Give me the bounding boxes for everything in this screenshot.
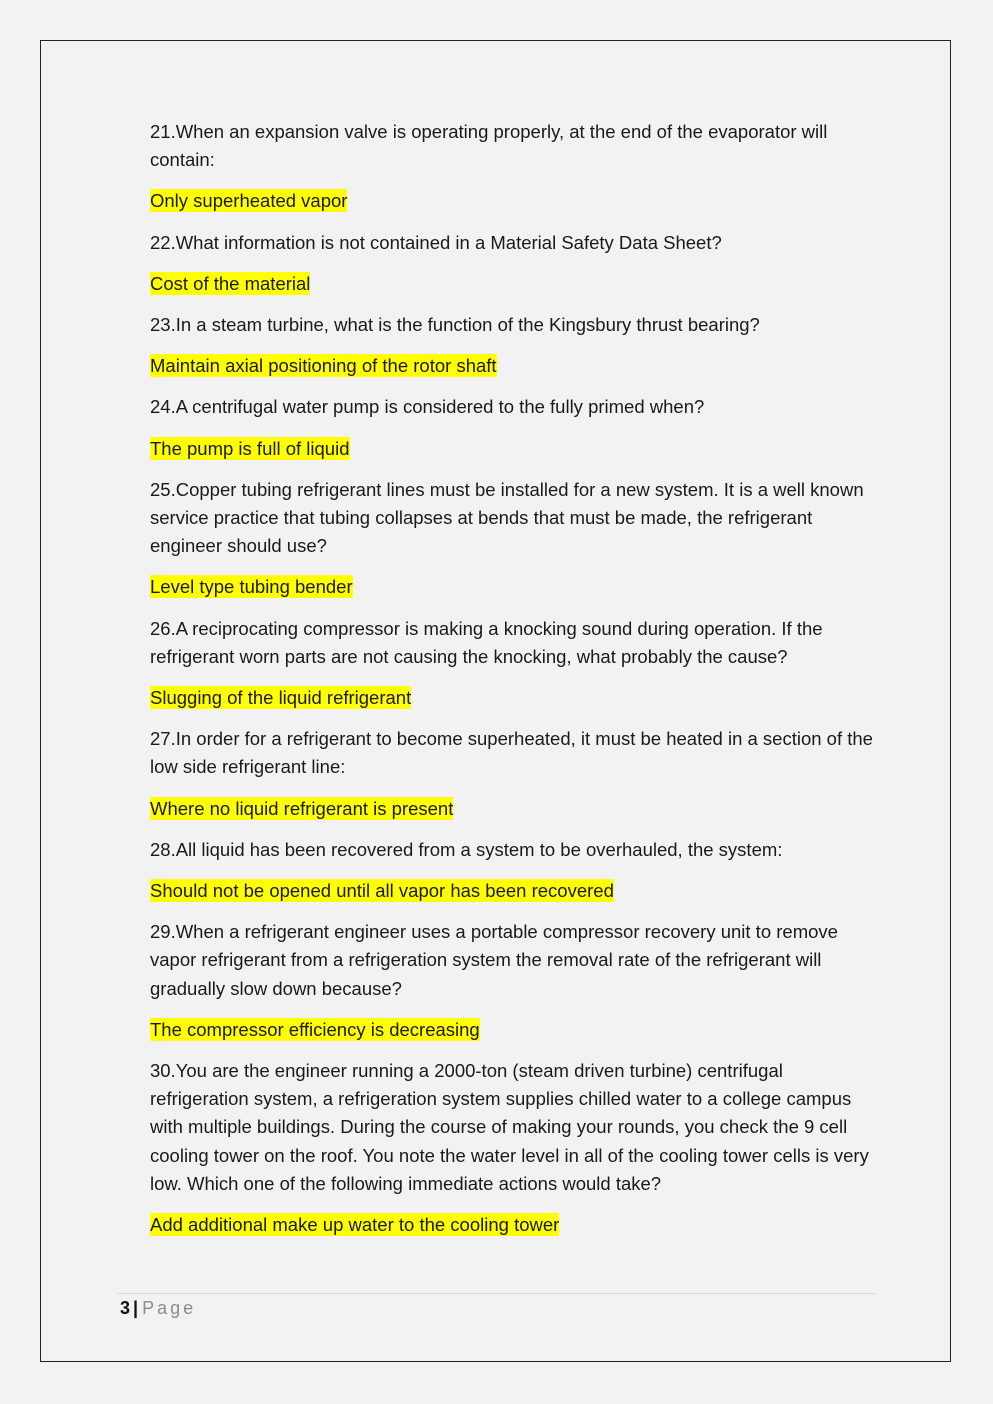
question-29: 29.When a refrigerant engineer uses a portable compressor recovery unit to remove vapor refrigerant from a refrigeration system the removal rate of the refrigerant will gradually slow down because? [150,921,838,999]
answer-28 [150,877,875,905]
answer-22 [150,270,875,298]
answer-highlight: Only superheated vapor [150,190,348,212]
page-number: 3 [120,1298,131,1318]
page-footer [120,1296,196,1320]
question-30: 30.You are the engineer running a 2000-ton (steam driven turbine) centrifugal refrigeration system, a refrigeration system supplies chilled water to a college campus with multiple buildings. During the course of making your rounds, you check the 9 cell cooling tower on the roof. You note the water level in all of the cooling tower cells is very low. Which one of the following immediate actions would take? [150,1060,869,1194]
answer-highlight: Cost of the material [150,272,311,294]
question-22: 22.What information is not contained in a Material Safety Data Sheet? [150,231,722,253]
answer-highlight: Maintain axial positioning of the rotor shaft [150,355,497,377]
answer-24 [150,435,875,463]
answer-29 [150,1016,875,1044]
question-25: 25.Copper tubing refrigerant lines must be installed for a new system. It is a well known service practice that tubing collapses at bends that must be made, the refrigerant engineer should use? [150,478,864,557]
footer-divider [118,1293,875,1294]
answer-27 [150,795,875,823]
answer-23 [150,352,875,380]
answer-highlight: Should not be opened until all vapor has been recovered [150,880,614,902]
answer-26 [150,684,875,712]
page-word: Page [142,1298,197,1318]
question-24: 24.A centrifugal water pump is considered to the fully primed when? [150,396,705,418]
answer-highlight: Slugging of the liquid refrigerant [150,687,412,709]
question-27: 27.In order for a refrigerant to become superheated, it must be heated in a section of the low side refrigerant line: [150,728,873,778]
answer-highlight: The pump is full of liquid [150,437,350,459]
question-28: 28.All liquid has been recovered from a system to be overhauled, the system: [150,838,783,860]
answer-highlight: Where no liquid refrigerant is present [150,797,454,819]
answer-25 [150,573,875,601]
document-body [150,118,875,1252]
answer-highlight: Add additional make up water to the cooling tower [150,1214,560,1236]
question-26: 26.A reciprocating compressor is making a knocking sound during operation. If the refrigerant worn parts are not causing the knocking, what probably the cause? [150,617,823,667]
question-23: 23.In a steam turbine, what is the function of the Kingsbury thrust bearing? [150,314,760,336]
answer-highlight: The compressor efficiency is decreasing [150,1018,480,1040]
footer-separator: | [133,1298,139,1318]
answer-30 [150,1211,875,1239]
answer-21 [150,187,875,215]
question-21: 21.When an expansion valve is operating properly, at the end of the evaporator will contain: [150,121,828,171]
answer-highlight: Level type tubing bender [150,576,353,598]
